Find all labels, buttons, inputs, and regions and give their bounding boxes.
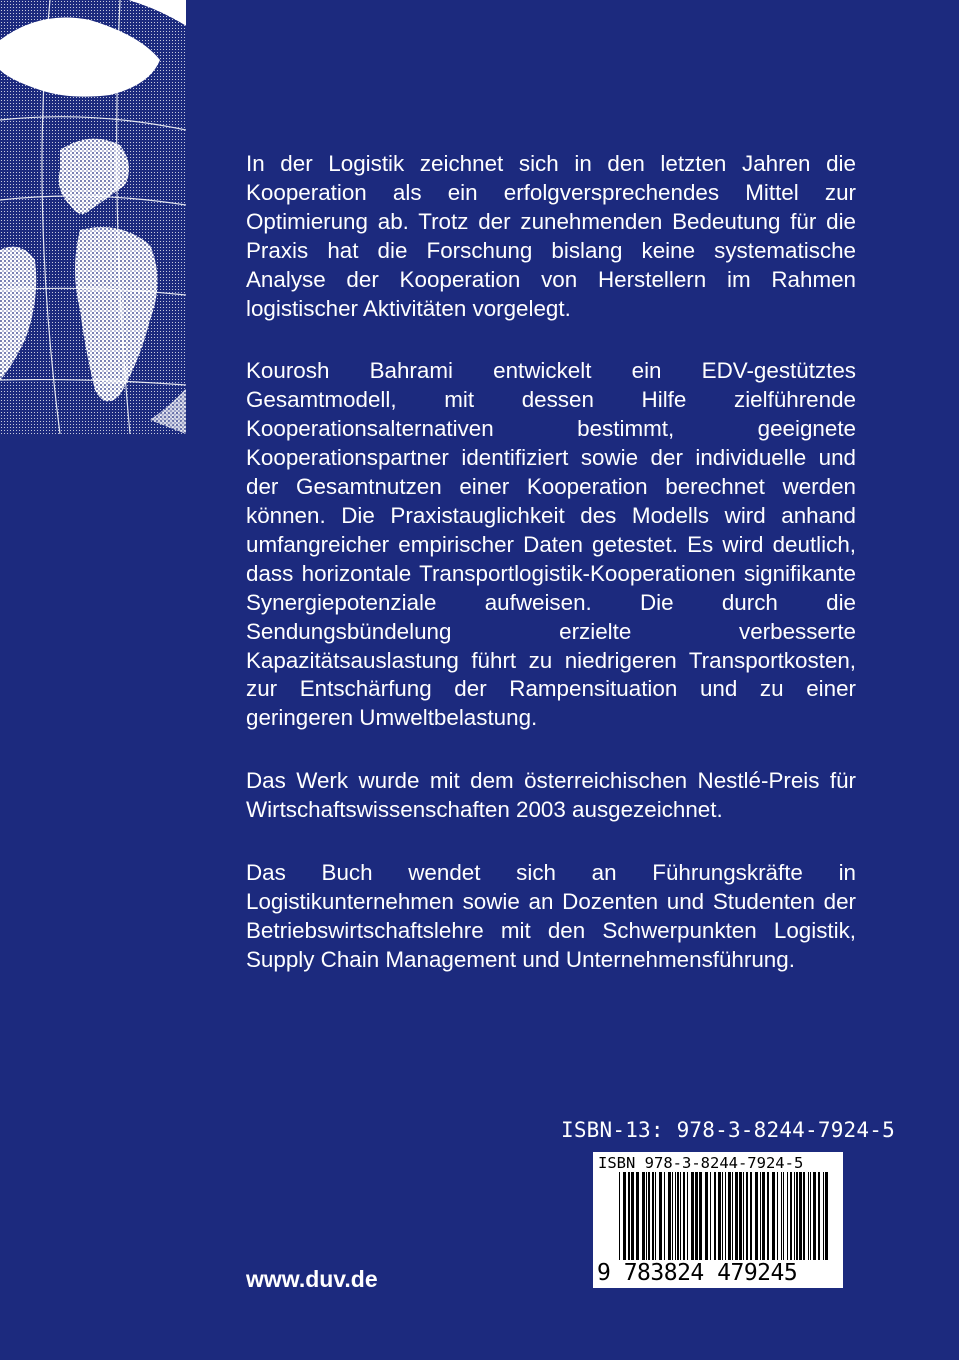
barcode-bar (796, 1172, 798, 1260)
barcode-bar (823, 1172, 824, 1260)
barcode-bar (813, 1172, 816, 1260)
barcode-bar (767, 1172, 769, 1260)
barcode-bar (781, 1172, 782, 1260)
publisher-website: www.duv.de (246, 1266, 378, 1292)
barcode-bar (772, 1172, 775, 1260)
barcode-bar (672, 1172, 673, 1260)
barcode-digits: 9 783824 479245 (597, 1260, 798, 1286)
barcode-bar (623, 1172, 626, 1260)
barcode-bar (636, 1172, 639, 1260)
barcode-bar (683, 1172, 685, 1260)
barcode-bar (714, 1172, 716, 1260)
barcode-bar (762, 1172, 765, 1260)
barcode-bar (652, 1172, 654, 1260)
barcode-bar (810, 1172, 811, 1260)
barcode-bar (675, 1172, 676, 1260)
barcode-bar (691, 1172, 694, 1260)
barcode-bar (722, 1172, 723, 1260)
barcode-bar (710, 1172, 711, 1260)
barcode-bar (818, 1172, 820, 1260)
barcode-bar (619, 1172, 620, 1260)
barcode-bar (655, 1172, 656, 1260)
barcode-bar (648, 1172, 650, 1260)
barcode-bar (787, 1172, 788, 1260)
barcode-bar (725, 1172, 726, 1260)
globe-graphic (0, 0, 186, 434)
barcode-bar (687, 1172, 688, 1260)
barcode-bar (790, 1172, 792, 1260)
barcode-bar (680, 1172, 681, 1260)
blurb-paragraph-2: Kourosh Bahrami entwickelt ein EDV-gestütztes Gesamtmodell, mit dessen Hilfe zielführende Kooperationsalternativen bestimmt, geeignete Kooperationspartner identifiziert sowie der individuelle und der Gesamtnutzen einer Kooperation berechnet werden können. Die Praxistauglichkeit des Modells wird anhand umfangreicher empirischer Daten getestet. Es wird deutlich, dass horizontale Transportlogistik-Kooperationen signifikante Synergiepotenziale aufweisen. Die durch die Sendungsbündelung erzielte verbesserte Kapazitätsauslastung führt zu niedrigeren Transportkosten, zur Entschärfung der Rampensituation und zu einer geringeren Umweltbelastung. (246, 358, 856, 731)
barcode-bar (777, 1172, 778, 1260)
barcode-bar (794, 1172, 795, 1260)
barcode-bar (735, 1172, 738, 1260)
barcode-bar (677, 1172, 679, 1260)
barcode-bar (803, 1172, 805, 1260)
barcode-bar (699, 1172, 702, 1260)
barcode-bar (642, 1172, 645, 1260)
back-cover-blurb (246, 150, 856, 1009)
barcode-bar (631, 1172, 634, 1260)
blurb-paragraph-3: Das Werk wurde mit dem österreichischen Nestlé-Preis für Wirtschaftswissenschaften 2003 ausgezeichnet. (246, 768, 856, 823)
isbn-barcode (593, 1152, 843, 1288)
barcode-bar (664, 1172, 665, 1260)
barcode-bar (825, 1172, 828, 1260)
barcode-bar (799, 1172, 802, 1260)
barcode-bar (743, 1172, 744, 1260)
barcode-bar (783, 1172, 784, 1260)
barcode-bars (593, 1172, 843, 1262)
barcode-bar (646, 1172, 647, 1260)
blurb-paragraph-4: Das Buch wendet sich an Führungskräfte in Logistikunternehmen sowie an Dozenten und Studenten der Betriebswirtschaftslehre mit den Schwerpunkten Logistik, Supply Chain Management und Unternehmensführung. (246, 860, 856, 972)
isbn-13-label: ISBN-13: 978-3-8244-7924-5 (561, 1118, 895, 1142)
barcode-bar (739, 1172, 742, 1260)
blurb-paragraph-1: In der Logistik zeichnet sich in den letzten Jahren die Kooperation als ein erfolgversprechendes Mittel zur Optimierung ab. Trotz der zunehmenden Bedeutung für die Praxis hat die Forschung bislang keine systematische Analyse der Kooperation von Herstellern im Rahmen logistischer Aktivitäten vorgelegt. (246, 151, 856, 321)
barcode-bar (750, 1172, 752, 1260)
barcode-bar (695, 1172, 698, 1260)
barcode-bar (755, 1172, 758, 1260)
barcode-bar (746, 1172, 748, 1260)
barcode-bar (760, 1172, 761, 1260)
barcode-bar (659, 1172, 662, 1260)
barcode-bar (728, 1172, 731, 1260)
barcode-bar (718, 1172, 721, 1260)
globe-illustration (0, 0, 186, 434)
barcode-bar (732, 1172, 733, 1260)
barcode-bar (705, 1172, 708, 1260)
barcode-isbn-text: ISBN 978-3-8244-7924-5 (598, 1154, 804, 1172)
barcode-bar (628, 1172, 630, 1260)
barcode-bar (668, 1172, 671, 1260)
barcode-bar (808, 1172, 809, 1260)
